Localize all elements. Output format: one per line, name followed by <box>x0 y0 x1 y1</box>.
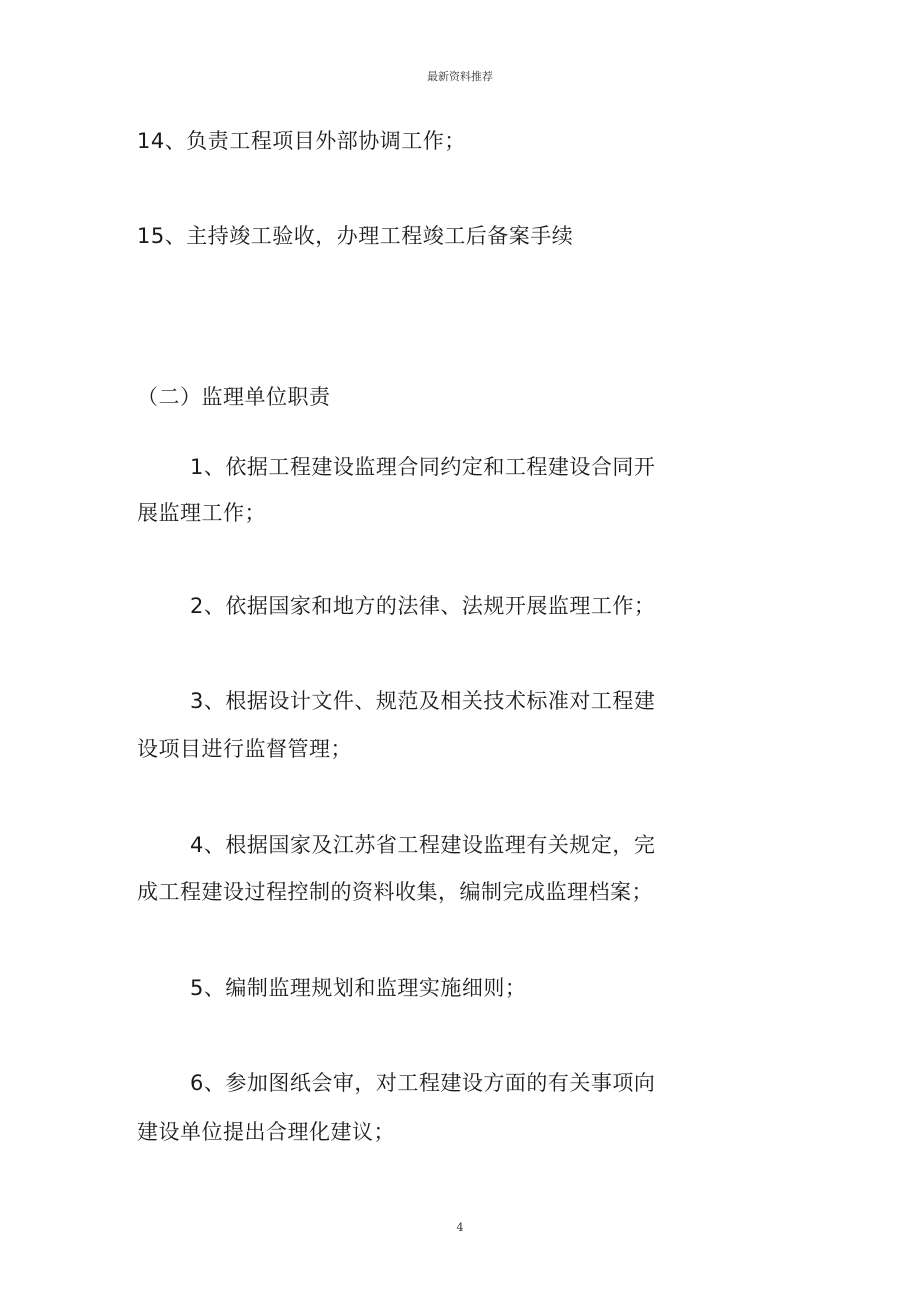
paragraph-3-line-2: 设项目进行监督管理； <box>137 737 352 761</box>
list-item-15: 15、主持竣工验收，办理工程竣工后备案手续 <box>137 224 574 248</box>
page-header: 最新资料推荐 <box>427 70 493 83</box>
paragraph-4-line-2: 成工程建设过程控制的资料收集，编制完成监理档案； <box>137 880 653 904</box>
paragraph-6-line-2: 建设单位提出合理化建议； <box>137 1120 395 1144</box>
page-number: 4 <box>456 1221 464 1234</box>
paragraph-3-line-1: 3、根据设计文件、规范及相关技术标准对工程建 <box>190 689 656 713</box>
list-item-14: 14、负责工程项目外部协调工作； <box>137 129 466 153</box>
paragraph-4-line-1: 4、根据国家及江苏省工程建设监理有关规定，完 <box>190 833 656 857</box>
paragraph-2-line-1: 2、依据国家和地方的法律、法规开展监理工作； <box>190 594 656 618</box>
paragraph-6-line-1: 6、参加图纸会审，对工程建设方面的有关事项向 <box>190 1071 656 1095</box>
paragraph-5-line-1: 5、编制监理规划和监理实施细则； <box>190 976 527 1000</box>
section-title: （二）监理单位职责 <box>137 385 331 409</box>
paragraph-1-line-1: 1、依据工程建设监理合同约定和工程建设合同开 <box>190 455 656 479</box>
paragraph-1-line-2: 展监理工作； <box>137 501 266 525</box>
